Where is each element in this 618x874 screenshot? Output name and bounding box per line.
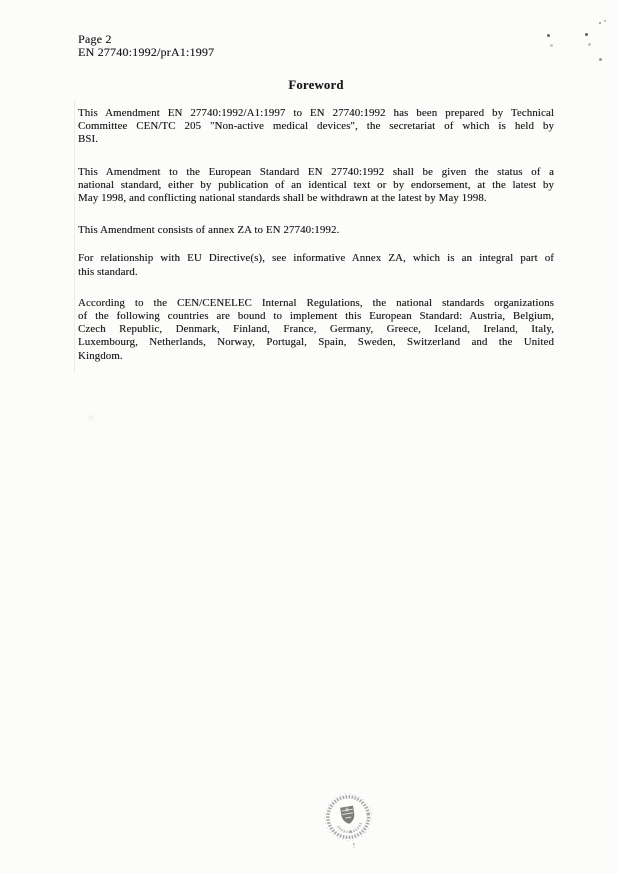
paragraph-line: of the following countries are bound to implement this European Standard: Austria, Belgium, <box>78 310 554 323</box>
paragraph-line: BSI. <box>78 133 99 146</box>
circular-stamp-icon <box>318 787 379 856</box>
scan-edge-artifact <box>74 100 75 373</box>
stamp-stray-mark <box>353 843 355 845</box>
text-block <box>78 33 554 363</box>
paragraph-line: Luxembourg, Netherlands, Norway, Portugal, Spain, Sweden, Switzerland and the United <box>78 336 554 349</box>
paragraph-5 <box>78 297 554 363</box>
shield-crest-icon <box>340 806 356 825</box>
scan-smudge <box>88 415 94 421</box>
page-number: Page 2 <box>78 32 112 46</box>
scan-noise-dot <box>599 58 602 61</box>
paragraph-4 <box>78 252 554 278</box>
paragraph-line: This Amendment EN 27740:1992/A1:1997 to EN 27740:1992 has been prepared by Technical <box>78 107 554 119</box>
paragraph-line: May 1998, and conflicting national standards shall be withdrawn at the latest by May 1998. <box>78 192 487 205</box>
paragraph-line: For relationship with EU Directive(s), see informative Annex ZA, which is an integral part of <box>78 252 554 265</box>
paragraph-line: This Amendment consists of annex ZA to EN 27740:1992. <box>78 224 340 237</box>
paragraph-line: Czech Republic, Denmark, Finland, France, Germany, Greece, Iceland, Ireland, Italy, <box>78 323 554 336</box>
paragraph-line: Kingdom. <box>78 349 123 362</box>
paragraph-line: national standard, either by publication of an identical text or by endorsement, at the latest by <box>78 178 554 191</box>
paragraph-line: According to the CEN/CENELEC Internal Regulations, the national standards organizations <box>78 296 554 309</box>
page-title: Foreword <box>288 78 344 92</box>
document-reference: EN 27740:1992/prA1:1997 <box>78 44 215 59</box>
paragraph-line: This Amendment to the European Standard EN 27740:1992 shall be given the status of a <box>78 165 554 178</box>
stamp-stray-mark <box>354 846 356 848</box>
paragraph-line: this standard. <box>78 265 138 278</box>
scan-noise-dot <box>585 33 588 36</box>
paragraph-2 <box>78 166 554 206</box>
paragraph-3 <box>78 224 554 237</box>
paragraph-1 <box>78 107 554 147</box>
scan-noise-dot <box>599 22 601 24</box>
scan-noise-dot <box>604 20 606 22</box>
paragraph-line: Committee CEN/TC 205 "Non-active medical devices", the secretariat of which is held by <box>78 120 554 133</box>
scan-noise-dot <box>588 43 591 46</box>
